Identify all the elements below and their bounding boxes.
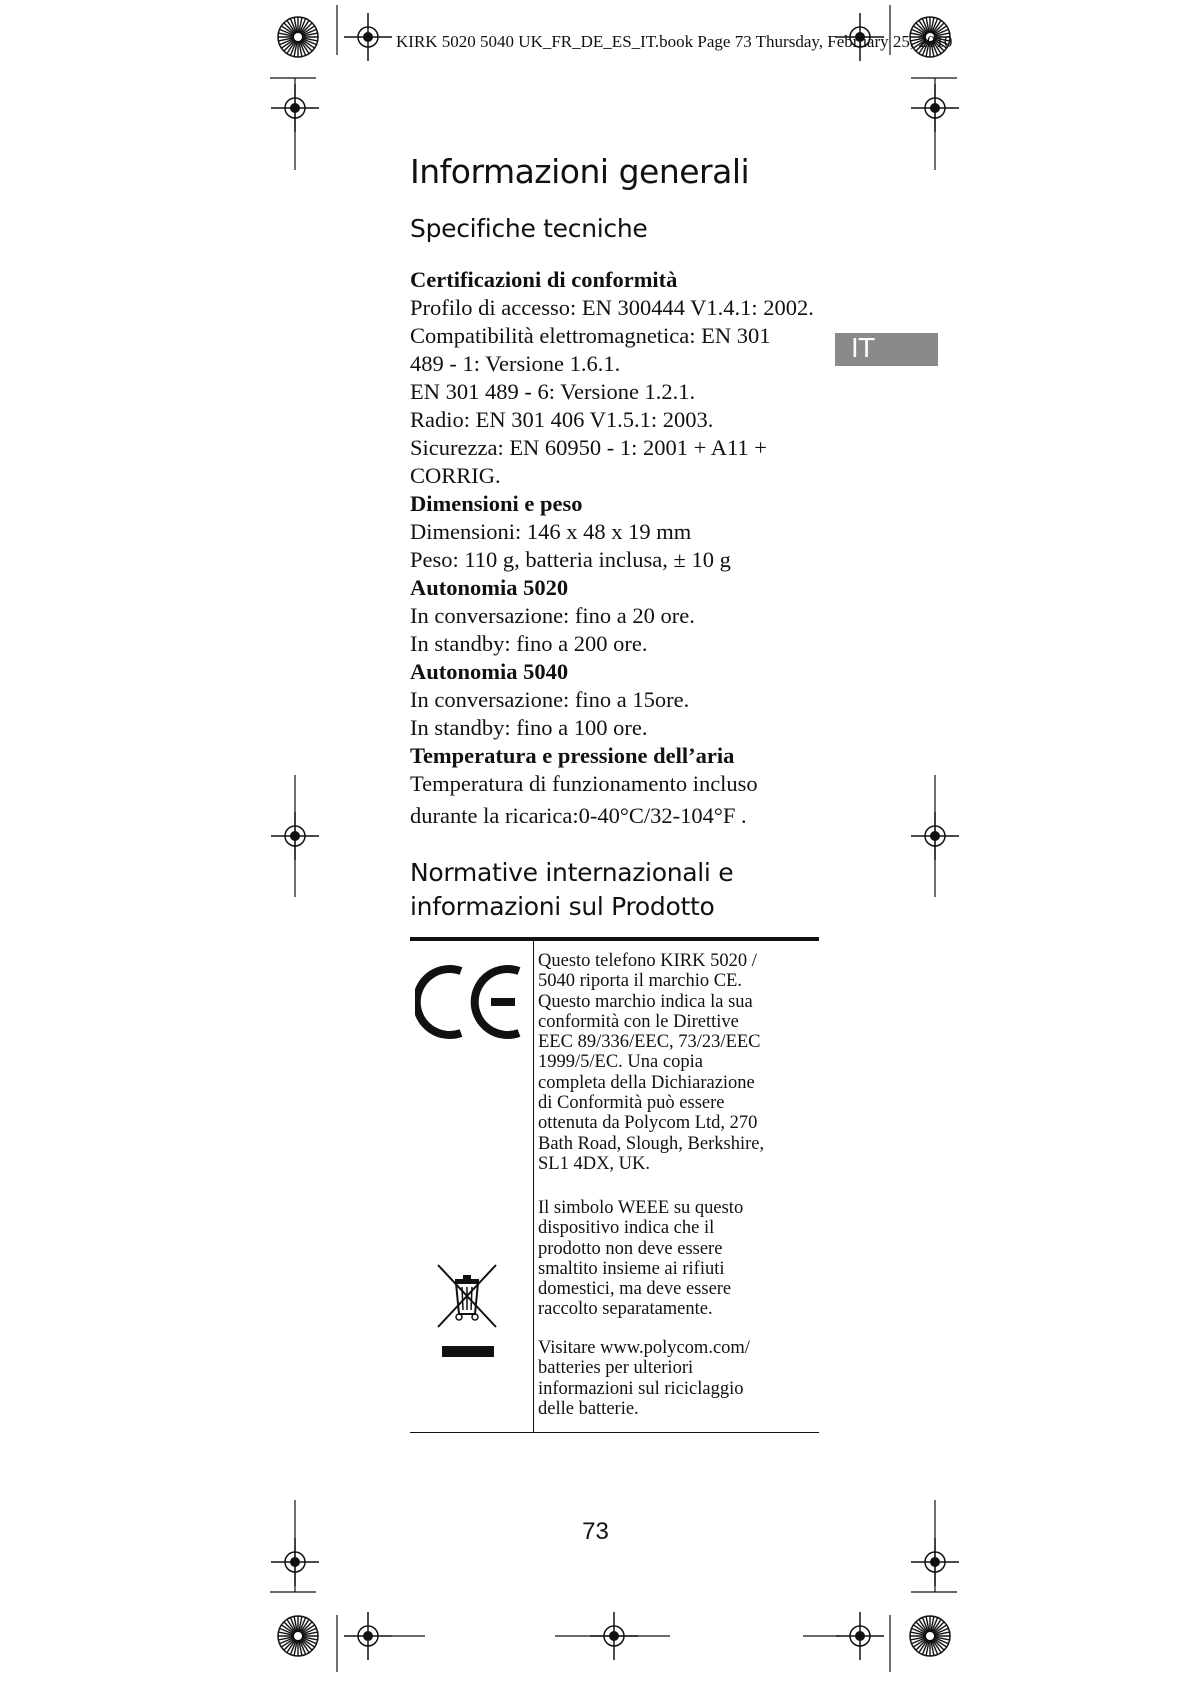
spec-line: In standby: fino a 100 ore. bbox=[410, 715, 648, 740]
spec-line: Peso: 110 g, batteria inclusa, ± 10 g bbox=[410, 547, 731, 572]
spec-line: Dimensioni: 146 x 48 x 19 mm bbox=[410, 519, 692, 544]
page-number: 73 bbox=[582, 1518, 609, 1545]
ce-mark-icon bbox=[415, 963, 523, 1041]
section-heading-specs: Specifiche tecniche bbox=[410, 214, 648, 243]
weee-text-line: Il simbolo WEEE su questo bbox=[538, 1198, 744, 1218]
spec-line: Temperatura di funzionamento incluso bbox=[410, 771, 758, 796]
spec-line: CORRIG. bbox=[410, 463, 501, 488]
spec-line: Compatibilità elettromagnetica: EN 301 bbox=[410, 323, 771, 348]
spec-line: Radio: EN 301 406 V1.5.1: 2003. bbox=[410, 407, 714, 432]
spec-line: durante la ricarica:0-40°C/32-104°F . bbox=[410, 803, 747, 828]
print-header: KIRK 5020 5040 UK_FR_DE_ES_IT.book Page 73 Thursday, February 25, 2010 bbox=[396, 32, 953, 51]
ce-text-line: conformità con le Direttive bbox=[538, 1011, 739, 1032]
language-tab: IT bbox=[835, 333, 938, 366]
section-heading-regulations bbox=[410, 856, 733, 924]
weee-text-line: raccolto separatamente. bbox=[538, 1299, 713, 1320]
battery-info-line: batteries per ulteriori bbox=[538, 1358, 694, 1379]
spec-line: In conversazione: fino a 15ore. bbox=[410, 687, 690, 712]
battery-info bbox=[538, 1338, 820, 1419]
page-title: Informazioni generali bbox=[410, 152, 750, 191]
table-bottom-rule bbox=[410, 1432, 819, 1433]
specs-list bbox=[410, 266, 840, 834]
weee-text-line: smaltito insieme ai rifiuti bbox=[538, 1258, 725, 1279]
ce-text-line: 1999/5/EC. Una copia bbox=[538, 1052, 703, 1073]
spec-heading: Autonomia 5020 bbox=[410, 575, 569, 600]
spec-heading: Autonomia 5040 bbox=[410, 659, 569, 684]
spec-line: In standby: fino a 200 ore. bbox=[410, 631, 648, 656]
weee-text-line: prodotto non deve essere bbox=[538, 1238, 723, 1259]
weee-bin-icon bbox=[436, 1262, 500, 1362]
spec-heading: Certificazioni di conformità bbox=[410, 267, 678, 292]
table-column-divider bbox=[533, 941, 534, 1432]
weee-description bbox=[538, 1198, 820, 1320]
spec-heading: Dimensioni e peso bbox=[410, 491, 583, 516]
ce-text-line: Questo telefono KIRK 5020 / bbox=[538, 951, 757, 971]
ce-text-line: 5040 riporta il marchio CE. bbox=[538, 971, 742, 992]
table-top-rule bbox=[410, 937, 819, 941]
spec-heading: Temperatura e pressione dell’aria bbox=[410, 743, 735, 768]
section-heading-line: Normative internazionali e bbox=[410, 858, 734, 887]
ce-text-line: Questo marchio indica la sua bbox=[538, 991, 753, 1012]
spec-line: EN 301 489 - 6: Versione 1.2.1. bbox=[410, 379, 696, 404]
ce-text-line: EEC 89/336/EEC, 73/23/EEC bbox=[538, 1032, 761, 1053]
spec-line: Profilo di accesso: EN 300444 V1.4.1: 2002. bbox=[410, 295, 814, 320]
ce-text-line: Bath Road, Slough, Berkshire, bbox=[538, 1133, 765, 1154]
battery-info-line: informazioni sul riciclaggio bbox=[538, 1378, 744, 1399]
battery-info-line: Visitare www.polycom.com/ bbox=[538, 1338, 750, 1358]
ce-text-line: ottenuta da Polycom Ltd, 270 bbox=[538, 1113, 758, 1134]
ce-text-line: SL1 4DX, UK. bbox=[538, 1153, 651, 1174]
weee-text-line: domestici, ma deve essere bbox=[538, 1279, 732, 1300]
ce-text-line: completa della Dichiarazione bbox=[538, 1072, 755, 1093]
spec-line: In conversazione: fino a 20 ore. bbox=[410, 603, 695, 628]
battery-info-line: delle batterie. bbox=[538, 1398, 639, 1419]
weee-text-line: dispositivo indica che il bbox=[538, 1218, 715, 1239]
spec-line: 489 - 1: Versione 1.6.1. bbox=[410, 351, 621, 376]
ce-text-line: di Conformità può essere bbox=[538, 1093, 725, 1114]
section-heading-line: informazioni sul Prodotto bbox=[410, 892, 715, 921]
ce-description bbox=[538, 951, 820, 1174]
spec-line: Sicurezza: EN 60950 - 1: 2001 + A11 + bbox=[410, 435, 767, 460]
